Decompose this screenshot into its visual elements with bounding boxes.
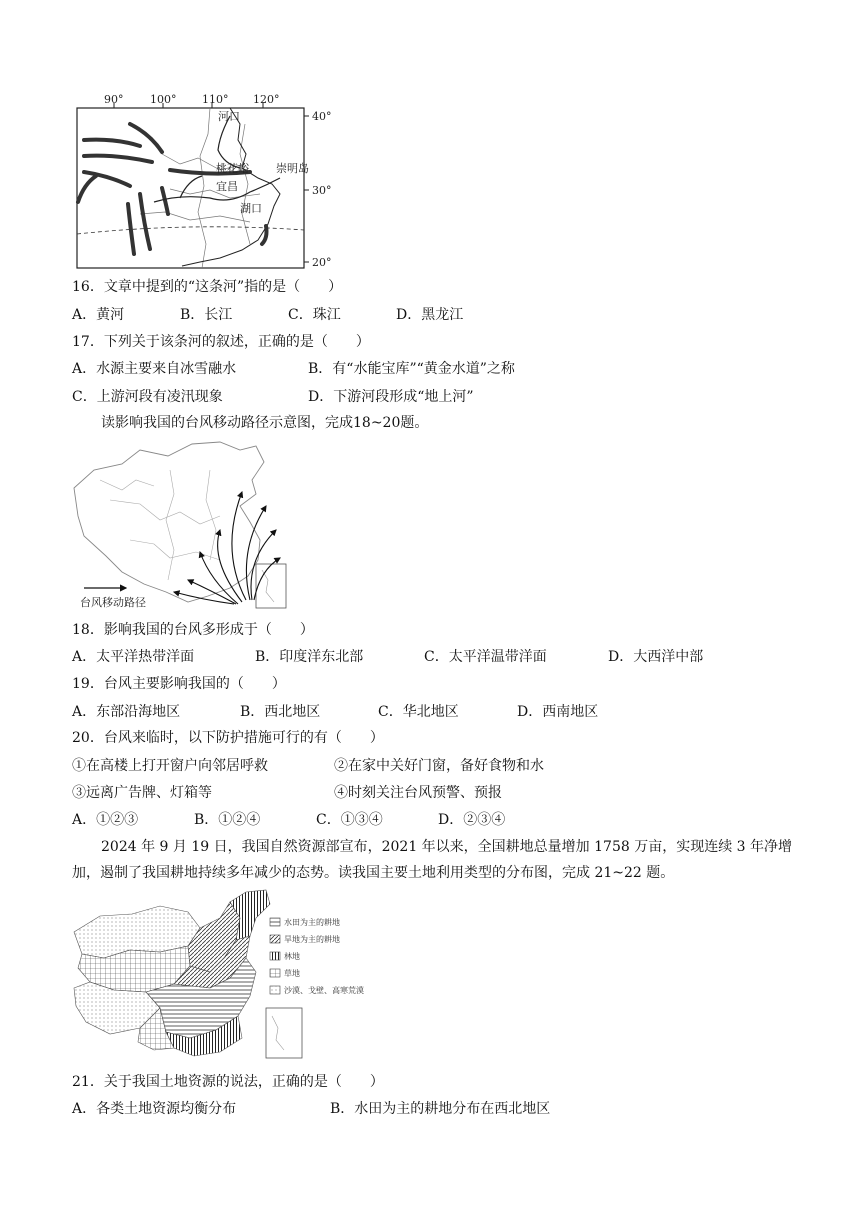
q17-option-a[interactable]: A．水源主要来自冰雪融水 bbox=[72, 361, 237, 377]
lon-label: 100° bbox=[150, 94, 177, 106]
lat-label: 30° bbox=[312, 184, 332, 197]
lon-label: 120° bbox=[253, 94, 280, 106]
question-17-stem: 17．下列关于该条河的叙述，正确的是（ ） bbox=[72, 334, 370, 350]
q18-option-d[interactable]: D．大西洋中部 bbox=[608, 649, 704, 665]
question-18-stem: 18．影响我国的台风多形成于（ ） bbox=[72, 622, 314, 638]
q20-option-c[interactable]: C．①③④ bbox=[316, 812, 383, 828]
q16-option-d[interactable]: D．黑龙江 bbox=[396, 307, 464, 323]
q18-option-b[interactable]: B．印度洋东北部 bbox=[255, 649, 364, 665]
place-label: 河口 bbox=[218, 110, 240, 123]
q16-option-a[interactable]: A．黄河 bbox=[72, 307, 125, 323]
river-map bbox=[70, 94, 340, 276]
legend-grassland: 草地 bbox=[284, 969, 300, 978]
place-label: 桃花峪 bbox=[216, 162, 249, 175]
lat-label: 40° bbox=[312, 110, 332, 123]
legend-forest: 林地 bbox=[284, 952, 300, 961]
lon-label: 110° bbox=[202, 94, 229, 106]
q18-option-c[interactable]: C．太平洋温带洋面 bbox=[424, 649, 547, 665]
q18-option-a[interactable]: A．太平洋热带洋面 bbox=[72, 649, 195, 665]
question-19-stem: 19．台风主要影响我国的（ ） bbox=[72, 676, 286, 692]
q16-option-c[interactable]: C．珠江 bbox=[288, 307, 341, 323]
lat-label: 20° bbox=[312, 256, 332, 269]
place-label: 崇明岛 bbox=[276, 162, 309, 175]
q17-option-d[interactable]: D．下游河段形成“地上河” bbox=[308, 389, 474, 405]
q17-option-b[interactable]: B．有“水能宝库”“黄金水道”之称 bbox=[308, 361, 515, 377]
q19-option-b[interactable]: B．西北地区 bbox=[240, 704, 321, 720]
q19-option-a[interactable]: A．东部沿海地区 bbox=[72, 704, 181, 720]
legend-desert: 沙漠、戈壁、高寒荒漠 bbox=[284, 986, 364, 995]
q16-option-b[interactable]: B．长江 bbox=[180, 307, 233, 323]
q20-option-a[interactable]: A．①②③ bbox=[72, 812, 139, 828]
question-20-stem: 20．台风来临时，以下防护措施可行的有（ ） bbox=[72, 730, 384, 746]
place-label: 宜昌 bbox=[216, 180, 238, 193]
question-21-stem: 21．关于我国土地资源的说法，正确的是（ ） bbox=[72, 1074, 384, 1090]
typhoon-map bbox=[70, 440, 292, 612]
legend-paddy: 水田为主的耕地 bbox=[284, 918, 340, 927]
q19-option-c[interactable]: C．华北地区 bbox=[378, 704, 459, 720]
q20-option-b[interactable]: B．①②④ bbox=[194, 812, 261, 828]
intro-18-20: 读影响我国的台风移动路径示意图，完成18~20题。 bbox=[101, 415, 429, 431]
q20-item-2: ②在家中关好门窗，备好食物和水 bbox=[334, 758, 544, 774]
intro-21-22: 2024 年 9 月 19 日，我国自然资源部宣布，2021 年以来，全国耕地总量增加 1758 万亩，实现连续 3 年净增加，遏制了我国耕地持续多年减少的态势。读我国主要土地利用类型的分布图，完成 21~22 题。 bbox=[72, 839, 793, 881]
q21-option-b[interactable]: B．水田为主的耕地分布在西北地区 bbox=[330, 1101, 551, 1117]
legend-dryland: 旱地为主的耕地 bbox=[284, 935, 340, 944]
q20-option-d[interactable]: D．②③④ bbox=[438, 812, 506, 828]
q17-option-c[interactable]: C．上游河段有凌汛现象 bbox=[72, 389, 223, 405]
q20-item-4: ④时刻关注台风预警、预报 bbox=[334, 785, 502, 801]
land-use-map bbox=[70, 888, 386, 1062]
place-label: 湖口 bbox=[240, 202, 262, 215]
q19-option-d[interactable]: D．西南地区 bbox=[517, 704, 599, 720]
q20-item-3: ③远离广告牌、灯箱等 bbox=[72, 785, 212, 801]
question-16-stem: 16．文章中提到的“这条河”指的是（ ） bbox=[72, 279, 343, 295]
lon-label: 90° bbox=[104, 94, 124, 106]
q20-item-1: ①在高楼上打开窗户向邻居呼救 bbox=[72, 758, 268, 774]
typhoon-legend-label: 台风移动路径 bbox=[80, 596, 146, 609]
q21-option-a[interactable]: A．各类土地资源均衡分布 bbox=[72, 1101, 237, 1117]
